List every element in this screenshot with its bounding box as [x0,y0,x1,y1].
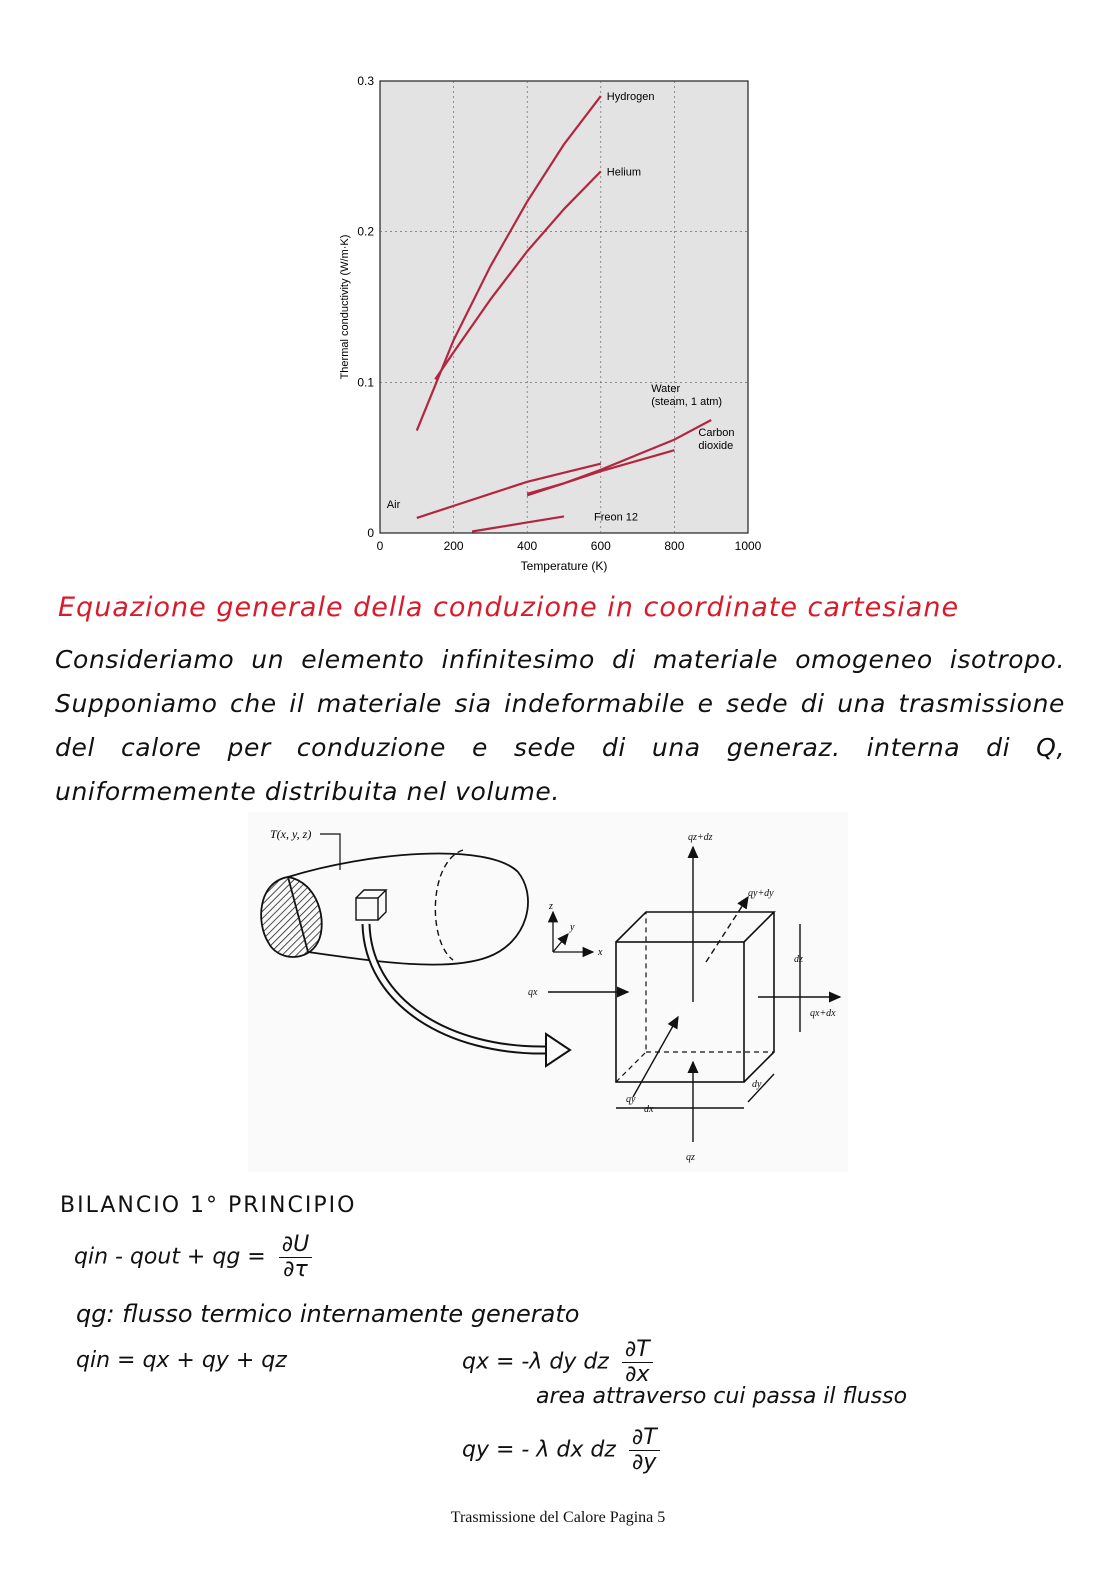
qin-definition: qin = qx + qy + qz [76,1348,287,1373]
qz-label: qz [686,1152,695,1163]
series-label: Hydrogen [606,91,655,104]
qy-equation-numerator: ∂T [629,1426,660,1451]
qx-label: qx [528,987,538,998]
qy-equation-lhs: qy = - λ dx dz [462,1437,616,1463]
series-label: Water (steam, 1 atm) [651,383,723,408]
energy-balance-lhs: qin - qout + qg = [74,1244,266,1270]
series-label: Air [386,498,401,511]
series-label: Freon 12 [594,511,639,524]
qx-dx-label: qx+dx [810,1008,836,1019]
x-tick-label: 400 [517,539,538,553]
thermal-conductivity-chart [334,74,774,579]
qy-equation-denominator: ∂y [632,1450,657,1475]
x-tick-label: 800 [664,539,685,553]
series-label: Carbon dioxide [698,427,735,453]
axis-x-label: x [598,947,603,958]
y-tick-label: 0.1 [357,375,374,390]
qy-equation-fraction [629,1426,660,1475]
qy-label: qy [626,1094,636,1105]
y-tick-label: 0.3 [357,74,374,88]
y-tick-label: 0.2 [357,224,374,239]
diagram-svg [248,812,848,1172]
section-title: Equazione generale della conduzione in coordinate cartesiane [58,592,960,623]
x-tick-label: 0 [376,539,384,553]
series-label: Helium [606,166,642,179]
intro-paragraph: Consideriamo un elemento infinitesimo di materiale omogeneo isotropo. Supponiamo che il materiale sia indeformabile e sede di una trasmissione del calore per conduzione e sede di una generaz. interna di Q, uniformemente distribuita nel volume. [55,645,1065,806]
x-axis-label: Temperature (K) [520,559,608,573]
qx-equation-denominator: ∂x [625,1362,650,1387]
qx-equation [462,1338,653,1387]
plot-area [380,81,748,533]
qx-equation-numerator: ∂T [622,1338,653,1363]
y-tick-label: 0 [367,526,374,540]
area-note: area attraverso cui passa il flusso [536,1384,908,1409]
x-tick-label: 600 [590,539,611,553]
bilancio-heading: BILANCIO 1° PRINCIPIO [60,1193,357,1218]
energy-balance-fraction [279,1233,312,1282]
body-temperature-label: T(x, y, z) [270,827,312,841]
chart-svg [334,74,774,579]
energy-balance-numerator: ∂U [279,1233,312,1258]
qy-equation [462,1426,660,1475]
qy-dy-label: qy+dy [748,888,774,899]
qx-equation-fraction [622,1338,653,1387]
qx-equation-lhs: qx = -λ dy dz [462,1349,609,1375]
energy-balance-denominator: ∂τ [283,1257,308,1282]
qz-dz-label: qz+dz [688,832,713,843]
energy-balance-equation [74,1233,312,1282]
dz-label: dz [794,954,803,965]
qg-definition: qg: flusso termico internamente generato [76,1300,580,1328]
page-footer: Trasmissione del Calore Pagina 5 [450,1509,666,1526]
x-tick-label: 200 [443,539,464,553]
x-tick-label: 1000 [734,539,762,553]
axis-y-label: y [570,922,575,933]
y-axis-label: Thermal conductivity (W/m·K) [339,234,351,380]
infinitesimal-element-diagram [248,812,848,1172]
dx-label: dx [644,1104,654,1115]
axis-z-label: z [549,901,553,912]
dy-label: dy [752,1079,762,1090]
